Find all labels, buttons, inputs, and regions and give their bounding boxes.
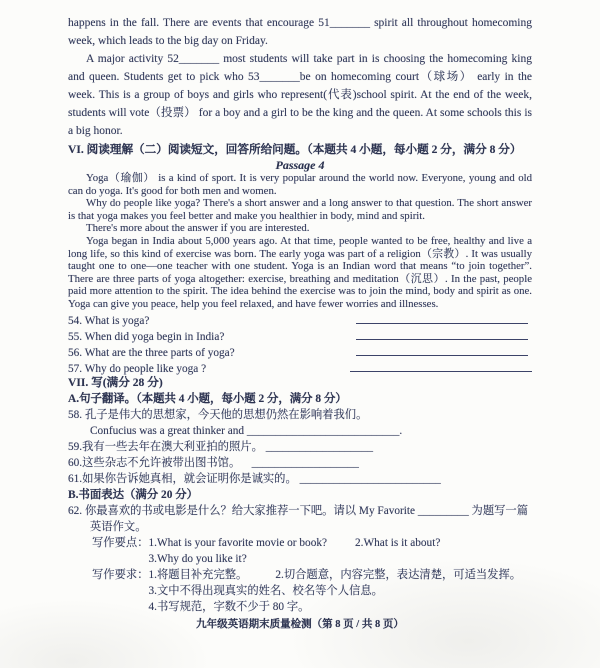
- question-row-55: [68, 327, 532, 343]
- passage-title: Passage 4: [275, 158, 325, 172]
- writing-requirement-2: 2.切合题意，内容完整，表达清楚，可适当发挥。: [275, 568, 522, 581]
- question-62: 62. 你最喜欢的书或电影是什么？给大家推荐一下吧。请以 My Favorite _________ 为题写一篇英语作文。: [68, 504, 529, 533]
- writing-requirement-1: 1.将题目补充完整。: [148, 568, 248, 581]
- passage4-paragraph-4: Yoga began in India about 5,000 years ago. At that time, people wanted to be free, healthy and live a long life, so this kind of exercise was born. The early yoga was part of a religion（宗教）. It was usually taught one to one—one teacher with one student. Yoga is an Indian word that means “to join together”. There are three parts of yoga altogether: exercise, breathing and meditation（沉思）. In the past, people paid more attention to the spirit. The idea behind the exercise was to join the mind, body and spirit as one. Yoga can give you peace, help you feel relaxed, and have fewer worries and illnesses.: [68, 234, 532, 310]
- question-row-56: [68, 343, 532, 359]
- writing-requirements-label: 写作要求：: [92, 568, 149, 581]
- section7a-heading: A.句子翻译。（本题共 4 小题，每小题 2 分，满分 8 分）: [68, 392, 347, 405]
- passage4-paragraph-3: There's more about the answer if you are interested.: [86, 222, 310, 235]
- question-58-english: Confucius was a great thinker and ___________________________.: [90, 424, 403, 437]
- question-56-text: 56. What are the three parts of yoga?: [68, 346, 235, 359]
- writing-points-content: [149, 535, 533, 567]
- writing-point-1: 1.What is your favorite movie or book?: [148, 536, 328, 549]
- writing-requirements-row: [68, 567, 532, 615]
- question-60: 60.这些杂志不允许被带出图书馆。 ___________________: [68, 456, 359, 469]
- passage4-paragraph-1: Yoga（瑜伽） is a kind of sport. It is very popular around the world now. Everyone, young and old can do yoga. It's good for both men and women.: [68, 172, 532, 197]
- answer-line-54: [356, 323, 528, 324]
- writing-requirement-3: 3.文中不得出现真实的姓名、校名等个人信息。: [148, 584, 383, 597]
- question-row-57: [68, 359, 532, 375]
- question-59: 59.我有一些去年在澳大利亚拍的照片。 ___________________: [68, 440, 374, 453]
- paragraph-homecoming-1: happens in the fall. There are events that encourage 51_______ spirit all throughout homecoming week, which leads to the big day on Friday.: [68, 17, 532, 47]
- section6-heading: VI. 阅读理解（二）阅读短文，回答所给问题。（本题共 4 小题，每小题 2 分，满分 8 分）: [68, 143, 522, 156]
- question-54-text: 54. What is yoga?: [68, 314, 150, 327]
- writing-requirements-line-1: [149, 567, 533, 583]
- writing-point-2: 2.What is it about?: [355, 536, 441, 549]
- question-61: 61.如果你告诉她真相，就会证明你是诚实的。 _________________________: [68, 472, 441, 485]
- question-55-text: 55. When did yoga begin in India?: [68, 330, 225, 343]
- section7b-heading: B.书面表达（满分 20 分）: [68, 488, 199, 501]
- question-58-chinese: 58. 孔子是伟大的思想家，今天他的思想仍然在影响着我们。: [68, 408, 368, 421]
- writing-points-row: [68, 535, 532, 567]
- paragraph-homecoming-2: A major activity 52_______ most students will take part in is choosing the homecoming king and queen. Students get to pick who 53_______be on homecoming court（球场） early in the week. This is a group of boys and girls who represent(代表)school spirit. At the end of the week, students will vote（投票） for a boy and a girl to be the king and the queen. At some schools this is a big honor.: [68, 53, 532, 137]
- passage4-paragraph-2: Why do people like yoga? There's a short answer and a long answer to that question. The short answer is that yoga makes you feel better and make you healthier in body, mind and spirit.: [68, 197, 532, 222]
- section7-heading: VII. 写(满分 28 分): [68, 375, 163, 389]
- writing-requirements-content: [149, 567, 533, 615]
- answer-line-55: [356, 339, 528, 340]
- writing-points-label: 写作要点：: [92, 536, 149, 549]
- footer-page-label: 九年级英语期末质量检测（第 8 页 / 共 8 页）: [196, 618, 404, 630]
- writing-requirement-4: 4.书写规范，字数不少于 80 字。: [148, 600, 310, 613]
- writing-point-3: 3.Why do you like it?: [148, 552, 247, 565]
- question-row-54: [68, 311, 532, 327]
- writing-points-line-1: [149, 535, 533, 551]
- question-57-text: 57. Why do people like yoga ?: [68, 362, 207, 375]
- answer-line-56: [356, 355, 528, 356]
- answer-line-57: [350, 371, 532, 372]
